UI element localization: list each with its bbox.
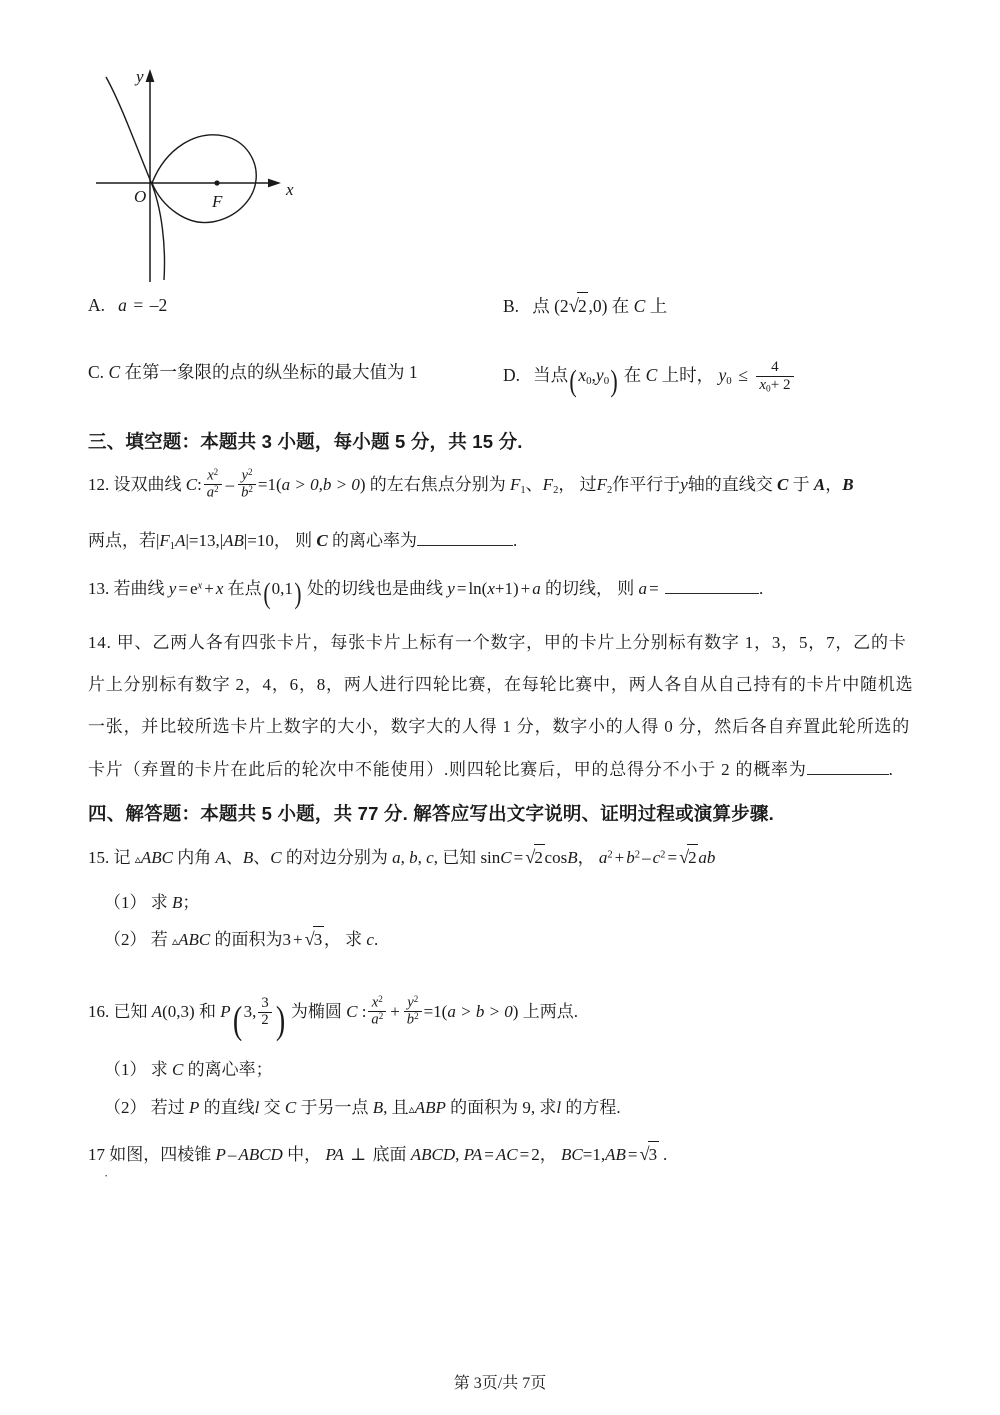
- q17-BC: BC: [561, 1145, 583, 1164]
- option-a-letter: A.: [88, 295, 106, 315]
- focus-point: [214, 180, 219, 185]
- q15-text-1: 记: [113, 848, 131, 867]
- y-axis-arrowhead: [146, 69, 155, 82]
- q12-l2-F1-sub: 1: [169, 540, 176, 552]
- q12-colon: :: [197, 475, 202, 495]
- radical-sign: √: [568, 296, 580, 317]
- q15-sub2-text-2: 的面积为: [214, 930, 283, 949]
- option-d-den-sub: 0: [766, 384, 771, 395]
- q16-close: ): [512, 1002, 519, 1022]
- q16-fx-den: $a^2$: [368, 1011, 386, 1028]
- q12-l2-text-1: 两点，若: [88, 530, 156, 550]
- q16-fx-num: $x^2$: [371, 994, 383, 1011]
- q15-sqrt-2: [679, 843, 698, 871]
- option-c-letter: C.: [88, 362, 105, 383]
- option-d-x0: x: [578, 365, 587, 386]
- option-d-numerator: 4: [771, 359, 779, 376]
- q16-sub2-text-1: 若过: [150, 1098, 185, 1117]
- option-c-curve: C: [108, 362, 121, 383]
- q12-comma: ，: [558, 475, 576, 495]
- q15-comma-1: ,: [400, 848, 405, 867]
- q15-sub2-three: 3: [282, 930, 292, 949]
- option-d-text-2: 在: [623, 365, 642, 386]
- q16-sub2-P: P: [189, 1098, 200, 1117]
- q16-sub2-ABP: ABP: [414, 1098, 446, 1117]
- q17-AB: AB: [605, 1145, 626, 1164]
- q17-radicand: 3: [648, 1141, 659, 1168]
- q15-sub2-comma: ，: [323, 930, 341, 949]
- question-14-line-1: [88, 630, 918, 656]
- q17-text-1: 如图，四棱锥: [109, 1145, 212, 1164]
- q15-sep-1: 、: [225, 848, 243, 867]
- q12-text-6: 于: [792, 475, 810, 495]
- q13-plus: +: [204, 578, 214, 598]
- q17-perpendicular-icon: ⊥: [350, 1145, 367, 1164]
- q15-text-2: 内角: [177, 848, 212, 867]
- q15-cos: cos: [544, 848, 568, 867]
- q17-base-ABCD-2: ABCD: [410, 1145, 456, 1164]
- q13-y2: y: [447, 578, 455, 598]
- q16-sub1-C: C: [172, 1060, 184, 1079]
- q17-sqrt: [640, 1140, 659, 1168]
- q16-P-den: 2: [258, 1012, 272, 1029]
- option-d-y0-sub: 0: [603, 375, 610, 388]
- option-d-lhs: y: [718, 365, 727, 386]
- option-b-text-1: 点: [532, 296, 550, 316]
- q15-radicand-1: 2: [534, 844, 545, 871]
- option-b-comma: ,0: [588, 296, 602, 316]
- q17-two: 2: [531, 1145, 540, 1164]
- q13-answer-blank[interactable]: [665, 575, 759, 594]
- y-axis-label: y: [136, 67, 144, 86]
- q16-point-P: P: [220, 1002, 231, 1022]
- q16-plus: +: [390, 1002, 400, 1022]
- q16-fraction-x: [368, 995, 386, 1029]
- option-d-paren-close: ): [610, 363, 618, 398]
- q13-e: e: [189, 578, 198, 598]
- q13-ln-x: x: [487, 578, 495, 598]
- section-four-heading: 四、解答题：本题共 5 小题，共 77 分. 解答应写出文字说明、证明过程或演算步骤.: [88, 803, 774, 824]
- q12-l2-C: C: [316, 530, 328, 550]
- q17-radical: √: [639, 1144, 650, 1164]
- question-16-part-1: [104, 1057, 934, 1083]
- q15-expr-a-sup: 2: [607, 849, 613, 861]
- q17-PA-2: PA: [463, 1145, 483, 1164]
- option-a-var: a: [118, 295, 127, 315]
- q16-fraction-y: [404, 995, 422, 1029]
- option-d-text-1: 当点: [533, 365, 569, 386]
- q15-sub2-plus: +: [293, 930, 303, 949]
- q15-sub2-number: （2）: [104, 930, 147, 949]
- q12-fx-num: $x^2$: [207, 467, 219, 484]
- q13-number: 13.: [88, 578, 110, 598]
- q12-l2-abs-4: |=10: [243, 530, 274, 550]
- q12-text-5: 轴的直线交: [687, 475, 773, 495]
- question-15-part-2: [104, 925, 934, 953]
- q14-number: 14.: [88, 633, 112, 652]
- q17-eq-3: =1,: [582, 1145, 606, 1164]
- option-d-letter: D.: [503, 365, 521, 386]
- option-d-y0: y: [595, 365, 604, 386]
- q12-F1-sub: 1: [520, 485, 526, 497]
- q15-sin: sin: [480, 848, 501, 867]
- q15-triangle-icon: ▵: [134, 852, 141, 866]
- q14-line-4-end: .: [888, 759, 894, 779]
- q15-sin-arg: C: [500, 848, 512, 867]
- q12-curve-b: C: [777, 475, 789, 495]
- q12-l2-F1: F: [159, 530, 170, 550]
- q12-text-4: 作平行于: [612, 475, 681, 495]
- q15-sep-2: 、: [253, 848, 271, 867]
- q12-fy-den: $b^2$: [238, 484, 256, 501]
- q12-paren-close: ): [359, 475, 366, 495]
- q13-point: 0,1: [271, 578, 293, 598]
- q17-number: 17: [88, 1145, 105, 1164]
- q16-colon: :: [361, 1002, 367, 1022]
- q17-dash: –: [227, 1145, 237, 1164]
- q12-l2-abs-3: |: [219, 530, 224, 550]
- q13-point-open: (: [263, 576, 271, 610]
- q12-F2b-sub: 2: [606, 485, 613, 497]
- q16-fy-den: $b^2$: [404, 1011, 422, 1028]
- option-d[interactable]: [503, 359, 918, 398]
- q13-eq-3: =: [649, 578, 659, 598]
- question-12-line-2: [88, 527, 918, 555]
- question-14-line-2: 片上分别标有数字 2，4，6，8，两人进行四轮比赛，在每轮比赛中，两人各自从自己持有的卡片中随机选: [88, 675, 914, 694]
- q15-sqrt-1: [525, 843, 544, 871]
- q12-answer-blank[interactable]: [417, 527, 513, 546]
- q13-a-2: a: [638, 578, 648, 598]
- q16-sub2-text-7: 求: [539, 1098, 557, 1117]
- q15-sub2-text-1: 若: [150, 930, 168, 949]
- q15-expr-minus: –: [642, 848, 651, 867]
- option-d-text-3: 上时，: [661, 365, 715, 386]
- q16-fy-num: $y^2$: [407, 994, 419, 1011]
- q17-AC: AC: [495, 1145, 518, 1164]
- q16-point-A: A: [151, 1002, 163, 1022]
- q12-text-1: 设双曲线: [113, 475, 182, 495]
- q16-sub2-triangle-icon: ▵: [408, 1102, 415, 1116]
- question-13: [88, 575, 918, 610]
- q17-PA: PA: [325, 1145, 344, 1164]
- q13-plus-2: +: [520, 578, 531, 598]
- choice-options: [88, 292, 918, 398]
- q13-end: .: [758, 578, 764, 598]
- q16-sub2-B: B: [372, 1098, 384, 1117]
- q12-l2-abs-2: |=13,: [185, 530, 220, 550]
- q12-yvar: y: [680, 475, 688, 495]
- q15-sub1-text: 求: [150, 893, 168, 912]
- q12-curve: C: [185, 475, 198, 495]
- q15-sub2-c: c: [366, 930, 374, 949]
- q12-l2-A: A: [175, 530, 186, 550]
- q13-a: a: [532, 578, 541, 598]
- q12-minus: –: [225, 475, 235, 495]
- q15-expr-a: a: [598, 848, 608, 867]
- q15-comma-3: ,: [433, 848, 438, 867]
- x-axis-arrowhead: [268, 179, 281, 188]
- q16-sub2-text-8: 的方程.: [565, 1098, 621, 1117]
- q12-l2-end: .: [512, 530, 518, 550]
- q16-sub2-number: （2）: [104, 1098, 147, 1117]
- q17-base-ABCD: ABCD: [238, 1145, 283, 1164]
- q12-number: 12.: [88, 475, 110, 495]
- option-a-value: –2: [149, 295, 168, 315]
- q15-comma-2: ,: [417, 848, 422, 867]
- q12-fraction-y: [238, 468, 256, 502]
- question-16: [88, 994, 918, 1042]
- q13-text-1: 若曲线: [113, 578, 165, 598]
- q16-text-1: 已知: [113, 1002, 148, 1022]
- curve-left-branch: [106, 77, 164, 280]
- q15-radicand-2: 2: [687, 844, 698, 871]
- q12-F1: F: [510, 475, 521, 495]
- option-b-radicand: 2: [577, 292, 588, 319]
- q16-sub2-text-3: 交: [263, 1098, 281, 1117]
- x-axis-label: x: [286, 180, 294, 199]
- q16-sub2-text-6: 的面积为 9,: [450, 1098, 536, 1117]
- option-d-comma: ,: [591, 365, 596, 386]
- q13-ln-rest: +1): [494, 578, 519, 598]
- q12-eq-one: =1(: [257, 475, 282, 495]
- q13-point-close: ): [294, 576, 302, 610]
- q13-e-exp: x: [197, 580, 203, 592]
- q16-eq: =1(: [423, 1002, 448, 1022]
- q12-l2-AB: AB: [223, 530, 244, 550]
- question-16-part-2: [104, 1095, 934, 1121]
- option-d-den-x: x: [759, 376, 767, 393]
- q12-F2: F: [542, 475, 554, 495]
- q12-F2-sub: 2: [553, 485, 559, 497]
- option-b-letter: B.: [503, 296, 520, 316]
- q16-P-x: 3,: [243, 1002, 257, 1022]
- q12-fx-den: $a^2$: [204, 484, 222, 501]
- option-b-sqrt: [569, 292, 589, 321]
- option-d-paren-open: (: [569, 363, 577, 398]
- q17-text-2: 中，: [287, 1145, 322, 1164]
- question-12-line-1: [88, 468, 918, 502]
- question-14-line-4: [88, 756, 918, 783]
- q16-sub2-line-2: l: [556, 1098, 562, 1117]
- section-three-heading: 三、填空题：本题共 3 小题，每小题 5 分，共 15 分.: [88, 431, 523, 452]
- q16-sub2-comma: ,: [383, 1098, 388, 1117]
- q16-sub2-text-2: 的直线: [203, 1098, 255, 1117]
- q15-text-3: 的对边分别为: [285, 848, 388, 867]
- question-15-part-1: [104, 890, 934, 916]
- q12-fy-num: $y^2$: [241, 467, 253, 484]
- q16-text-4: 上两点.: [522, 1002, 578, 1022]
- q15-eq-1: =: [513, 848, 524, 867]
- q15-sub2-end: .: [373, 930, 379, 949]
- option-d-den-rest: + 2: [770, 376, 791, 393]
- q16-text-3: 为椭圆: [290, 1002, 342, 1022]
- option-b-text-3: 上: [649, 296, 668, 316]
- q14-line-4-text: 卡片（弃置的卡片在此后的轮次中不能使用）.则四轮比赛后，甲的总得分不小于 2 的概率为: [88, 759, 807, 779]
- q12-l2-comma: ，: [273, 530, 291, 550]
- q17-text-3: 底面: [372, 1145, 407, 1164]
- q12-sep-1: 、: [525, 475, 543, 495]
- option-d-fraction: [756, 359, 794, 394]
- q12-text-2: 的左右焦点分别为: [369, 475, 506, 495]
- option-a-eq: =: [133, 295, 144, 315]
- q13-text-3: 处的切线也是曲线: [306, 578, 443, 598]
- q15-angle-A: A: [215, 848, 226, 867]
- q13-x: x: [215, 578, 224, 598]
- q12-condition: a > 0,b > 0: [281, 475, 360, 495]
- q15-ab: ab: [698, 848, 716, 867]
- curve-with-loop-diagram: [88, 52, 408, 297]
- q17-eq-1: =: [484, 1145, 494, 1164]
- q15-expr-c-sup: 2: [660, 849, 666, 861]
- q17-eq-4: =: [627, 1145, 638, 1164]
- option-b[interactable]: [503, 292, 918, 321]
- q15-eq-2: =: [667, 848, 678, 867]
- question-17: [88, 1140, 918, 1168]
- q15-number: 15.: [88, 848, 110, 867]
- q15-sub2-triangle-icon: ▵: [172, 934, 179, 948]
- q15-comma: ，: [577, 848, 595, 867]
- q12-point-A: A: [813, 475, 826, 495]
- q17-comma-1: ,: [455, 1145, 460, 1164]
- option-c-value: 1: [408, 362, 418, 383]
- q15-ABC: ABC: [140, 848, 174, 867]
- option-b-curve: C: [633, 296, 646, 316]
- q15-sub2-text-3: 求: [345, 930, 363, 949]
- q15-angle-B: B: [242, 848, 254, 867]
- q16-P-fraction: [258, 996, 272, 1029]
- q16-sub1-text-1: 求: [150, 1060, 168, 1079]
- q13-y: y: [168, 578, 177, 598]
- stray-mark: ·: [104, 1168, 109, 1183]
- q17-apex-P: P: [215, 1145, 226, 1164]
- q15-cos-arg: B: [567, 848, 578, 867]
- q15-radical-1: √: [525, 847, 536, 867]
- q16-curve: C: [346, 1002, 358, 1022]
- q16-P-paren-open: (: [232, 998, 242, 1042]
- q12-l2-text-2: 则: [295, 530, 313, 550]
- question-15: [88, 843, 918, 871]
- q15-side-a: a: [392, 848, 401, 867]
- q16-number: 16.: [88, 1002, 110, 1022]
- q16-sub2-line: l: [254, 1098, 260, 1117]
- option-d-relation: ≤: [738, 365, 748, 386]
- q15-side-c: c: [426, 848, 434, 867]
- q15-sub1-end: ；: [182, 893, 200, 912]
- q15-sub2-radical: √: [304, 929, 315, 949]
- focus-label: F: [212, 192, 223, 211]
- q15-sub2-ABC: ABC: [178, 930, 211, 949]
- q16-sub1-text-2: 的离心率；: [187, 1060, 273, 1079]
- q15-angle-C: C: [270, 848, 282, 867]
- q12-fraction-x: [204, 468, 222, 502]
- q13-text-4: 的切线，: [545, 578, 614, 598]
- option-b-coef: 2: [559, 296, 569, 316]
- option-b-paren-close: ): [601, 296, 608, 316]
- q15-side-b: b: [409, 848, 418, 867]
- q12-l2-text-3: 的离心率为: [331, 530, 417, 550]
- option-d-x0-sub: 0: [586, 375, 592, 388]
- option-a[interactable]: [88, 292, 503, 318]
- q15-expr-b-sup: 2: [634, 849, 641, 861]
- q13-eq-2: =: [456, 578, 467, 598]
- q16-sub1-number: （1）: [104, 1060, 147, 1079]
- q12-comma-2: ，: [825, 475, 843, 495]
- q13-text-5: 则: [617, 578, 635, 598]
- q15-sub2-sqrt: [305, 925, 324, 953]
- q17-comma-2: ，: [539, 1145, 557, 1164]
- q15-radical-2: √: [679, 847, 690, 867]
- q12-F2b: F: [596, 475, 607, 495]
- option-b-paren-open: (: [554, 296, 560, 316]
- curve-loop: [152, 135, 256, 223]
- q13-eq-1: =: [178, 578, 188, 598]
- q16-point-A-coords: (0,3): [162, 1002, 195, 1022]
- q12-l2-abs-1: |: [156, 530, 160, 550]
- option-d-curve: C: [645, 365, 658, 386]
- option-c-text: 在第一象限的点的纵坐标的最大值为: [124, 362, 405, 383]
- q16-sub2-text-5: 且: [391, 1098, 409, 1117]
- q16-P-paren-close: ): [275, 998, 285, 1042]
- q13-text-2: 在点: [227, 578, 262, 598]
- q15-expr-c: c: [652, 848, 661, 867]
- option-d-denominator: [756, 376, 794, 395]
- q13-ln: ln(: [468, 578, 488, 598]
- q15-sub1-number: （1）: [104, 893, 147, 912]
- q14-line-1-text: 甲、乙两人各有四张卡片，每张卡片上标有一个数字，甲的卡片上分别标有数字 1，3，5，7，乙的卡: [116, 633, 907, 652]
- origin-label: O: [134, 187, 147, 206]
- q16-sub2-text-4: 于另一点: [300, 1098, 369, 1117]
- q16-condition: a > b > 0: [447, 1002, 513, 1022]
- q15-sub2-radicand: 3: [313, 926, 324, 953]
- q16-text-2: 和: [198, 1002, 216, 1022]
- option-c[interactable]: [88, 359, 503, 385]
- question-14-line-3: 一张，并比较所选卡片上数字的大小，数字大的人得 1 分，数字小的人得 0 分，然后各自弃置此轮所选的: [88, 717, 910, 736]
- q15-sub1-B: B: [172, 893, 183, 912]
- q12-text-3: 过: [579, 475, 597, 495]
- option-b-text-2: 在: [611, 296, 630, 316]
- q15-text-4: 已知: [442, 848, 477, 867]
- q16-sub2-C: C: [284, 1098, 297, 1117]
- q15-expr-plus: +: [614, 848, 625, 867]
- q17-end: .: [663, 1145, 668, 1164]
- q14-answer-blank[interactable]: [807, 756, 889, 775]
- q16-P-num: 3: [261, 995, 269, 1012]
- page-footer: 第 3页/共 7页: [453, 1375, 547, 1392]
- q12-point-B: B: [842, 475, 854, 495]
- option-d-lhs-sub: 0: [726, 375, 732, 388]
- q17-eq-2: =: [519, 1145, 530, 1164]
- q15-expr-b: b: [626, 848, 635, 867]
